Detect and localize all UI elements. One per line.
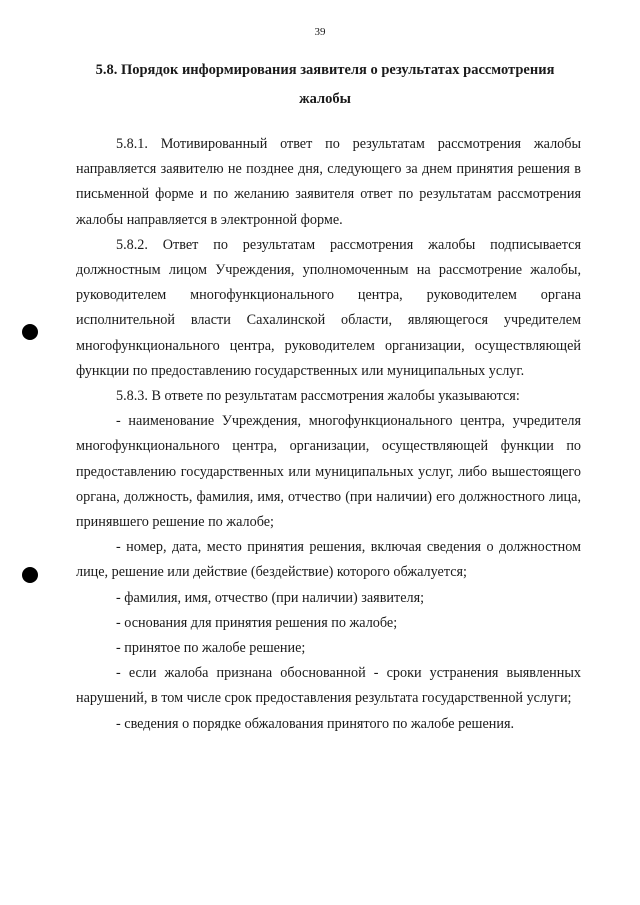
punch-hole-icon [22, 324, 38, 340]
section-heading-line-2: жалобы [299, 91, 351, 107]
list-item-deadlines: - если жалоба признана обоснованной - сроки устранения выявленных нарушений, в том числе срок предоставления результата государственной услуги; [76, 665, 581, 707]
page-number: 39 [314, 26, 326, 38]
list-item-decision: - принятое по жалобе решение; [116, 640, 306, 657]
paragraph-5-8-3: 5.8.3. В ответе по результатам рассмотрения жалобы указываются: [116, 388, 520, 405]
document-body [76, 132, 581, 737]
section-heading [70, 56, 580, 114]
section-heading-line-1: 5.8. Порядок информирования заявителя о результатах рассмотрения [95, 62, 555, 78]
list-item-appeal-procedure: - сведения о порядке обжалования принятого по жалобе решения. [116, 715, 515, 732]
list-item-name: - наименование Учреждения, многофункционального центра, учредителя многофункционального центра, организации, осуществляющей функции по предоставлению государственных или муниципальных услуг, либо вышестоящего органа, должность, фамилия, имя, отчество (при наличии) его должностного лица, принявшего решение по жалобе; [76, 413, 581, 531]
paragraph-5-8-1: 5.8.1. Мотивированный ответ по результатам рассмотрения жалобы направляется заявителю не позднее дня, следующего за днем принятия решения в письменной форме и по желанию заявителя ответ по результатам рассмотрения жалобы направляется в электронной форме. [76, 136, 581, 228]
list-item-decision-number: - номер, дата, место принятия решения, включая сведения о должностном лице, решение или действие (бездействие) которого обжалуется; [76, 539, 581, 581]
paragraph-5-8-2: 5.8.2. Ответ по результатам рассмотрения жалобы подписывается должностным лицом Учреждения, уполномоченным на рассмотрение жалобы, руководителем многофункционального центра, руководителем органа исполнительной власти Сахалинской области, являющегося учредителем многофункционального центра, руководителем организации, осуществляющей функции по предоставлению государственных или муниципальных услуг. [76, 236, 581, 379]
list-item-applicant-name: - фамилия, имя, отчество (при наличии) заявителя; [116, 589, 425, 606]
punch-hole-icon [22, 567, 38, 583]
list-item-grounds: - основания для принятия решения по жалобе; [116, 614, 398, 631]
